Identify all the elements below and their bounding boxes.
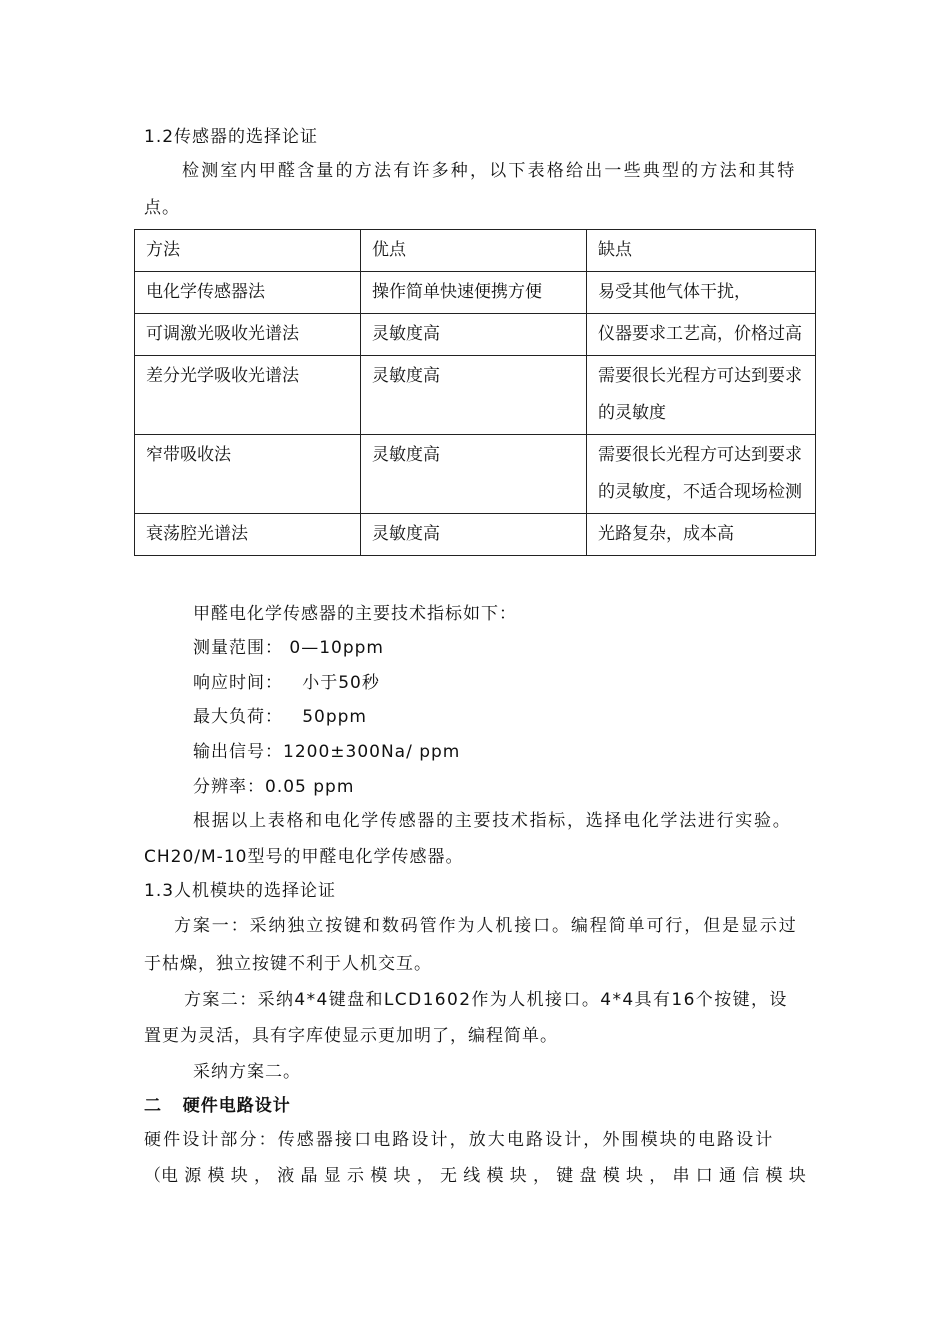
spec-response-time: 响应时间： 小于50秒 <box>193 673 380 693</box>
specs-title: 甲醛电化学传感器的主要技术指标如下： <box>193 604 517 624</box>
table-row <box>135 272 816 314</box>
table-row <box>135 314 816 356</box>
plan-2-line-2: 置更为灵活，具有字库使显示更加明了，编程简单。 <box>144 1026 558 1046</box>
line-2-glyph: 盘 <box>579 1166 597 1186</box>
plan-choice: 采纳方案二。 <box>193 1062 301 1082</box>
table-header-cell: 优点 <box>361 230 587 272</box>
line-2-glyph: 模 <box>765 1166 783 1186</box>
line-2-glyph: 块 <box>393 1166 411 1186</box>
table-row <box>135 435 816 514</box>
spec-output-signal: 输出信号：1200±300Na/ ppm <box>193 742 461 762</box>
line-2-glyph: ， <box>254 1166 271 1186</box>
line-2-glyph: 信 <box>742 1166 760 1186</box>
table-cell: 电化学传感器法 <box>135 272 361 314</box>
table-cell: 光路复杂，成本高 <box>587 514 816 556</box>
line-2-glyph: 模 <box>370 1166 388 1186</box>
plan-1-line-2: 于枯燥，独立按键不利于人机交互。 <box>144 954 432 974</box>
table-cell: 灵敏度高 <box>361 514 587 556</box>
line-2-glyph: 液 <box>277 1166 295 1186</box>
table-cell: 灵敏度高 <box>361 356 587 435</box>
table-cell: 灵敏度高 <box>361 435 587 514</box>
table-cell: 操作简单快速便携方便 <box>361 272 587 314</box>
plan-1-line-1: 方案一：采纳独立按键和数码管作为人机接口。编程简单可行，但是显示过 <box>174 916 798 936</box>
spec-measurement-range: 测量范围： 0—10ppm <box>193 638 384 658</box>
intro-paragraph-line-2: 点。 <box>144 198 180 218</box>
line-2-glyph: 无 <box>440 1166 457 1186</box>
line-2-glyph: 线 <box>463 1166 481 1186</box>
conclusion-line-1: 根据以上表格和电化学传感器的主要技术指标，选择电化学法进行实验。 <box>193 811 792 831</box>
line-2-glyph: 源 <box>184 1166 202 1186</box>
table-cell: 衰荡腔光谱法 <box>135 514 361 556</box>
intro-paragraph-line-1: 检测室内甲醛含量的方法有许多种，以下表格给出一些典型的方法和其特 <box>182 161 797 181</box>
section-1-3-heading: 1.3人机模块的选择论证 <box>144 881 337 901</box>
table-cell: 仪器要求工艺高，价格过高 <box>587 314 816 356</box>
hardware-design-line-2 <box>144 1165 806 1187</box>
line-2-glyph: 显 <box>323 1166 341 1186</box>
methods-comparison-table <box>134 229 816 556</box>
line-2-glyph: 块 <box>788 1166 806 1186</box>
spec-max-load: 最大负荷： 50ppm <box>193 707 367 727</box>
conclusion-line-2: CH20/M-10型号的甲醛电化学传感器。 <box>144 847 464 867</box>
line-2-glyph: （电 <box>144 1166 178 1186</box>
table-cell: 可调激光吸收光谱法 <box>135 314 361 356</box>
table-row <box>135 514 816 556</box>
table-cell: 窄带吸收法 <box>135 435 361 514</box>
table-row <box>135 356 816 435</box>
line-2-glyph: 通 <box>719 1166 736 1186</box>
line-2-glyph: 模 <box>486 1166 504 1186</box>
hardware-design-line-1: 硬件设计部分：传感器接口电路设计，放大电路设计，外围模块的电路设计 <box>144 1130 775 1150</box>
line-2-glyph: ， <box>416 1166 434 1186</box>
line-2-glyph: 块 <box>230 1166 248 1186</box>
line-2-glyph: 块 <box>626 1166 643 1186</box>
table-header-row <box>135 230 816 272</box>
line-2-glyph: 块 <box>509 1166 527 1186</box>
line-2-glyph: ， <box>533 1166 550 1186</box>
line-2-glyph: 模 <box>207 1166 225 1186</box>
table-cell: 需要很长光程方可达到要求的灵敏度，不适合现场检测 <box>587 435 816 514</box>
plan-2-line-1: 方案二：采纳4*4键盘和LCD1602作为人机接口。4*4具有16个按键，设 <box>184 990 788 1010</box>
table-header-cell: 方法 <box>135 230 361 272</box>
line-2-glyph: 晶 <box>300 1166 318 1186</box>
spec-resolution: 分辨率：0.05 ppm <box>193 777 355 797</box>
table-cell: 灵敏度高 <box>361 314 587 356</box>
line-2-glyph: 口 <box>695 1166 713 1186</box>
table-cell: 差分光学吸收光谱法 <box>135 356 361 435</box>
table-cell: 易受其他气体干扰， <box>587 272 816 314</box>
section-2-heading: 二 硬件电路设计 <box>144 1096 291 1116</box>
section-1-2-heading: 1.2传感器的选择论证 <box>144 127 319 147</box>
line-2-glyph: 键 <box>556 1166 574 1186</box>
table-header-cell: 缺点 <box>587 230 816 272</box>
line-2-glyph: 串 <box>672 1166 690 1186</box>
table-cell: 需要很长光程方可达到要求的灵敏度 <box>587 356 816 435</box>
line-2-glyph: 示 <box>347 1166 364 1186</box>
line-2-glyph: 模 <box>602 1166 620 1186</box>
line-2-glyph: ， <box>649 1166 667 1186</box>
